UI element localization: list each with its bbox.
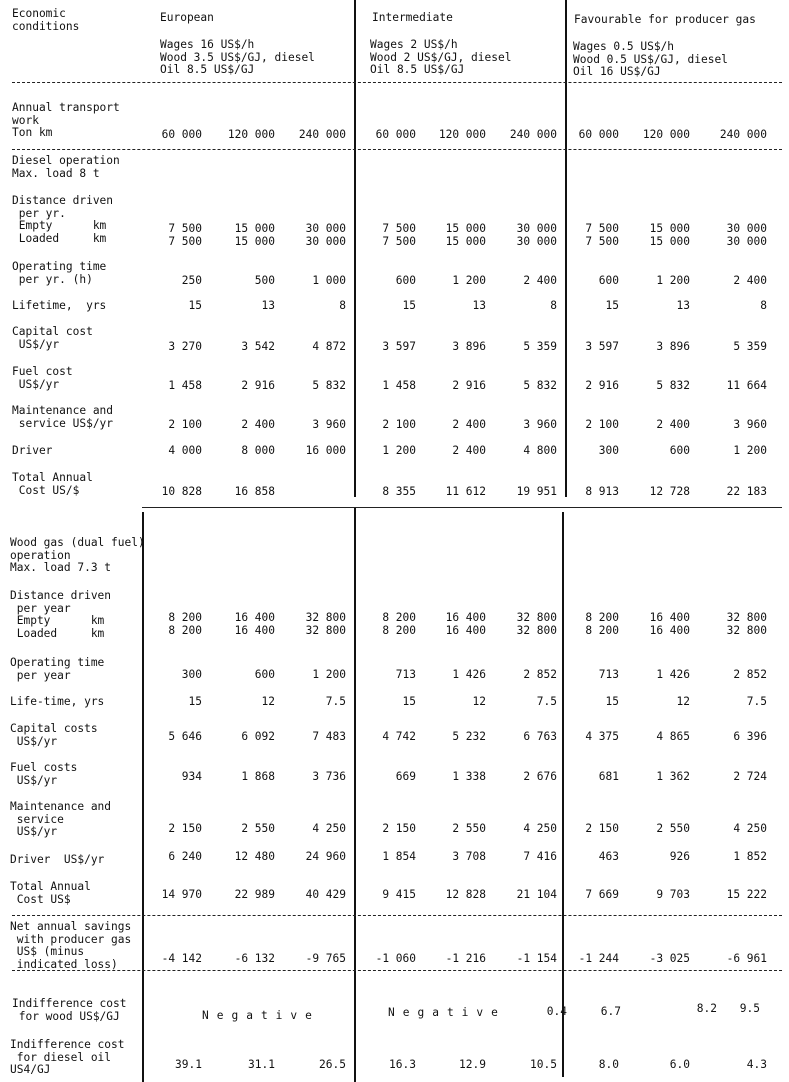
row-label: Maintenance and service US$/yr bbox=[12, 404, 114, 430]
table-cell: 5 832 bbox=[312, 379, 346, 392]
table-cell: 4 742 bbox=[382, 730, 416, 743]
table-cell: 31.1 bbox=[248, 1058, 275, 1071]
column-divider-4 bbox=[354, 507, 356, 1082]
table-cell: 7 500 7 500 bbox=[585, 222, 619, 248]
table-cell: 14 970 bbox=[161, 888, 202, 901]
rule-under-transport bbox=[12, 149, 782, 150]
table-cell: 21 104 bbox=[516, 888, 557, 901]
table-cell: 300 bbox=[181, 668, 202, 681]
table-cell: 7 483 bbox=[312, 730, 346, 743]
table-cell: 2 916 bbox=[452, 379, 486, 392]
table-cell: 934 bbox=[181, 770, 202, 783]
table-cell: 713 bbox=[598, 668, 619, 681]
table-cell: 2 676 bbox=[523, 770, 557, 783]
column-divider-5 bbox=[562, 512, 564, 1077]
table-cell: 15 000 15 000 bbox=[234, 222, 275, 248]
table-cell: 24 960 bbox=[305, 850, 346, 863]
table-cell: 120 000 bbox=[642, 128, 690, 141]
row-label: Maintenance and service US$/yr bbox=[10, 800, 112, 839]
table-cell: 8 200 8 200 bbox=[585, 611, 619, 637]
table-cell: 926 bbox=[669, 850, 690, 863]
table-cell: 1 362 bbox=[656, 770, 690, 783]
rule-section-break bbox=[142, 507, 782, 508]
table-cell: 5 232 bbox=[452, 730, 486, 743]
table-cell: 4.3 bbox=[746, 1058, 767, 1071]
table-cell: 2 550 bbox=[452, 822, 486, 835]
indiff-wood-label: Indifference cost for wood US$/GJ bbox=[12, 997, 127, 1023]
table-cell: 3 736 bbox=[312, 770, 346, 783]
row-label: Capital cost US$/yr bbox=[12, 325, 93, 351]
table-cell: 2 400 bbox=[241, 418, 275, 431]
negative-european: Negative bbox=[202, 1009, 320, 1022]
table-cell: 2 852 bbox=[523, 668, 557, 681]
table-cell: 4 250 bbox=[312, 822, 346, 835]
table-cell: 1 200 bbox=[452, 274, 486, 287]
column-desc-favourable: Wages 0.5 US$/h Wood 0.5 US$/GJ, diesel Oil 16 US$/GJ bbox=[573, 40, 728, 79]
table-cell: 16 400 16 400 bbox=[234, 611, 275, 637]
row-label: Fuel costs US$/yr bbox=[10, 761, 78, 787]
table-cell: 2 400 bbox=[733, 274, 767, 287]
column-title-favourable: Favourable for producer gas bbox=[574, 13, 756, 26]
table-cell: 3 597 bbox=[585, 340, 619, 353]
table-cell: 4 865 bbox=[656, 730, 690, 743]
table-cell: 32 800 32 800 bbox=[516, 611, 557, 637]
table-cell: 6 240 bbox=[168, 850, 202, 863]
table-cell: 7 500 7 500 bbox=[382, 222, 416, 248]
table-cell: 5 646 bbox=[168, 730, 202, 743]
table-cell: 1 868 bbox=[241, 770, 275, 783]
table-cell: -1 216 bbox=[445, 952, 486, 965]
table-cell: 240 000 bbox=[509, 128, 557, 141]
row-label: Driver bbox=[12, 444, 53, 457]
table-cell: 26.5 bbox=[319, 1058, 346, 1071]
table-cell: 4 800 bbox=[523, 444, 557, 457]
indiff-diesel-label: Indifference cost for diesel oil US4/GJ bbox=[10, 1038, 125, 1077]
row-label: Distance driven per yr. Empty km Loaded km bbox=[12, 194, 114, 245]
table-cell: 7.5 bbox=[746, 695, 767, 708]
table-cell: 60 000 bbox=[161, 128, 202, 141]
table-cell: 19 951 bbox=[516, 485, 557, 498]
table-cell: 2 400 bbox=[523, 274, 557, 287]
table-cell: 1 200 bbox=[312, 668, 346, 681]
table-cell: 15 000 15 000 bbox=[445, 222, 486, 248]
table-cell: 6 092 bbox=[241, 730, 275, 743]
table-cell: 15 bbox=[605, 299, 619, 312]
table-cell: 120 000 bbox=[438, 128, 486, 141]
table-cell: -1 060 bbox=[375, 952, 416, 965]
table-cell: 16 858 bbox=[234, 485, 275, 498]
table-cell: 2 150 bbox=[168, 822, 202, 835]
column-desc-intermediate: Wages 2 US$/h Wood 2 US$/GJ, diesel Oil 8.5 US$/GJ bbox=[370, 38, 512, 77]
table-cell: 2 400 bbox=[452, 444, 486, 457]
economic-conditions-label: Economic conditions bbox=[12, 7, 80, 33]
row-label: Fuel cost US$/yr bbox=[12, 365, 73, 391]
table-cell: 11 664 bbox=[726, 379, 767, 392]
table-cell: 30 000 30 000 bbox=[305, 222, 346, 248]
negative-intermediate: Negative bbox=[388, 1006, 506, 1019]
table-cell: 3 896 bbox=[452, 340, 486, 353]
table-cell: 15 bbox=[402, 299, 416, 312]
table-cell: 2 916 bbox=[585, 379, 619, 392]
table-cell: 2 400 bbox=[656, 418, 690, 431]
table-cell: 4 000 bbox=[168, 444, 202, 457]
indiff-wood-value: 6.7 bbox=[600, 1005, 621, 1018]
table-cell: 2 550 bbox=[241, 822, 275, 835]
row-label: Distance driven per year Empty km Loaded km bbox=[10, 589, 112, 640]
row-label: Capital costs US$/yr bbox=[10, 722, 98, 748]
table-cell: 3 960 bbox=[523, 418, 557, 431]
table-cell: 9 415 bbox=[382, 888, 416, 901]
indiff-wood-value: 0.4 bbox=[546, 1005, 567, 1018]
table-cell: 32 800 32 800 bbox=[305, 611, 346, 637]
table-cell: 7 416 bbox=[523, 850, 557, 863]
table-cell: 1 000 bbox=[312, 274, 346, 287]
table-cell: 3 542 bbox=[241, 340, 275, 353]
table-cell: 12 828 bbox=[445, 888, 486, 901]
table-cell: 16 400 16 400 bbox=[649, 611, 690, 637]
table-cell: 8 200 8 200 bbox=[168, 611, 202, 637]
table-cell: 1 458 bbox=[382, 379, 416, 392]
table-cell: 1 458 bbox=[168, 379, 202, 392]
table-cell: 681 bbox=[598, 770, 619, 783]
table-cell: 2 724 bbox=[733, 770, 767, 783]
table-cell: 22 183 bbox=[726, 485, 767, 498]
table-cell: 2 916 bbox=[241, 379, 275, 392]
table-cell: -1 154 bbox=[516, 952, 557, 965]
table-cell: 15 bbox=[605, 695, 619, 708]
table-cell: 250 bbox=[181, 274, 202, 287]
table-cell: 13 bbox=[472, 299, 486, 312]
table-cell: 40 429 bbox=[305, 888, 346, 901]
table-cell: 6 396 bbox=[733, 730, 767, 743]
table-cell: 2 100 bbox=[382, 418, 416, 431]
table-cell: -6 132 bbox=[234, 952, 275, 965]
table-cell: 8 000 bbox=[241, 444, 275, 457]
table-cell: -9 765 bbox=[305, 952, 346, 965]
column-divider-3 bbox=[142, 512, 144, 1082]
indiff-wood-value: 8.2 bbox=[696, 1002, 717, 1015]
table-cell: 13 bbox=[261, 299, 275, 312]
column-desc-european: Wages 16 US$/h Wood 3.5 US$/GJ, diesel Oil 8.5 US$/GJ bbox=[160, 38, 315, 77]
diesel-heading: Diesel operation Max. load 8 t bbox=[12, 154, 120, 180]
table-cell: 7 669 bbox=[585, 888, 619, 901]
table-cell: 5 832 bbox=[656, 379, 690, 392]
table-cell: 1 426 bbox=[452, 668, 486, 681]
table-cell: 12 480 bbox=[234, 850, 275, 863]
table-cell: 16 000 bbox=[305, 444, 346, 457]
table-cell: 5 359 bbox=[523, 340, 557, 353]
table-cell: 1 852 bbox=[733, 850, 767, 863]
table-cell: 15 bbox=[188, 299, 202, 312]
table-cell: 12 bbox=[472, 695, 486, 708]
table-cell: -3 025 bbox=[649, 952, 690, 965]
table-cell: 1 338 bbox=[452, 770, 486, 783]
table-cell: 12.9 bbox=[459, 1058, 486, 1071]
table-cell: 2 550 bbox=[656, 822, 690, 835]
table-cell: 6 763 bbox=[523, 730, 557, 743]
table-cell: 15 bbox=[188, 695, 202, 708]
table-cell: 4 872 bbox=[312, 340, 346, 353]
table-cell: 3 896 bbox=[656, 340, 690, 353]
table-cell: 3 597 bbox=[382, 340, 416, 353]
table-cell: 39.1 bbox=[175, 1058, 202, 1071]
row-label: Lifetime, yrs bbox=[12, 299, 107, 312]
table-cell: 8 bbox=[339, 299, 346, 312]
woodgas-heading: Wood gas (dual fuel) operation Max. load 7.3 t bbox=[10, 536, 145, 575]
table-cell: 8 913 bbox=[585, 485, 619, 498]
table-cell: 11 612 bbox=[445, 485, 486, 498]
table-cell: 669 bbox=[395, 770, 416, 783]
table-cell: 600 bbox=[598, 274, 619, 287]
rule-above-savings bbox=[12, 915, 782, 916]
table-cell: 600 bbox=[395, 274, 416, 287]
table-cell: -1 244 bbox=[578, 952, 619, 965]
table-cell: 8.0 bbox=[598, 1058, 619, 1071]
table-cell: -6 961 bbox=[726, 952, 767, 965]
column-title-european: European bbox=[160, 11, 214, 24]
column-title-intermediate: Intermediate bbox=[372, 11, 453, 24]
table-cell: 3 960 bbox=[733, 418, 767, 431]
table-cell: 60 000 bbox=[578, 128, 619, 141]
table-cell: 7.5 bbox=[325, 695, 346, 708]
table-cell: 240 000 bbox=[298, 128, 346, 141]
table-cell: 12 bbox=[261, 695, 275, 708]
table-cell: 8 bbox=[760, 299, 767, 312]
table-cell: 10.5 bbox=[530, 1058, 557, 1071]
row-label: Operating time per year bbox=[10, 656, 105, 682]
table-cell: 4 250 bbox=[733, 822, 767, 835]
table-cell: 8 200 8 200 bbox=[382, 611, 416, 637]
table-cell: 12 728 bbox=[649, 485, 690, 498]
table-cell: 1 200 bbox=[382, 444, 416, 457]
table-cell: 300 bbox=[598, 444, 619, 457]
table-cell: 13 bbox=[676, 299, 690, 312]
table-cell: 2 150 bbox=[585, 822, 619, 835]
table-cell: 2 852 bbox=[733, 668, 767, 681]
table-cell: 2 150 bbox=[382, 822, 416, 835]
table-cell: 10 828 bbox=[161, 485, 202, 498]
table-cell: 9 703 bbox=[656, 888, 690, 901]
table-cell: 32 800 32 800 bbox=[726, 611, 767, 637]
table-cell: 2 100 bbox=[168, 418, 202, 431]
table-cell: 3 708 bbox=[452, 850, 486, 863]
table-cell: 1 426 bbox=[656, 668, 690, 681]
table-cell: 2 100 bbox=[585, 418, 619, 431]
table-cell: 3 960 bbox=[312, 418, 346, 431]
table-cell: 16.3 bbox=[389, 1058, 416, 1071]
table-cell: 600 bbox=[254, 668, 275, 681]
table-cell: 16 400 16 400 bbox=[445, 611, 486, 637]
table-cell: 8 bbox=[550, 299, 557, 312]
table-cell: -4 142 bbox=[161, 952, 202, 965]
row-label: Operating time per yr. (h) bbox=[12, 260, 107, 286]
table-cell: 7 500 7 500 bbox=[168, 222, 202, 248]
table-cell: 1 200 bbox=[656, 274, 690, 287]
table-cell: 22 989 bbox=[234, 888, 275, 901]
table-cell: 4 250 bbox=[523, 822, 557, 835]
rule-under-header bbox=[12, 82, 782, 83]
table-cell: 5 359 bbox=[733, 340, 767, 353]
row-label: Life-time, yrs bbox=[10, 695, 105, 708]
table-cell: 15 222 bbox=[726, 888, 767, 901]
table-cell: 120 000 bbox=[227, 128, 275, 141]
indiff-wood-value: 9.5 bbox=[739, 1002, 760, 1015]
table-cell: 8 355 bbox=[382, 485, 416, 498]
table-cell: 600 bbox=[669, 444, 690, 457]
table-cell: 1 854 bbox=[382, 850, 416, 863]
table-cell: 5 832 bbox=[523, 379, 557, 392]
table-cell: 500 bbox=[254, 274, 275, 287]
row-label: Total Annual Cost US$ bbox=[10, 880, 91, 906]
row-label: Driver US$/yr bbox=[10, 853, 105, 866]
table-cell: 30 000 30 000 bbox=[726, 222, 767, 248]
table-cell: 4 375 bbox=[585, 730, 619, 743]
table-cell: 12 bbox=[676, 695, 690, 708]
table-cell: 240 000 bbox=[719, 128, 767, 141]
row-label: Total Annual Cost US/$ bbox=[12, 471, 93, 497]
table-cell: 15 000 15 000 bbox=[649, 222, 690, 248]
savings-label: Net annual savings with producer gas US$ (minus indicated loss) bbox=[10, 920, 132, 971]
table-cell: 2 400 bbox=[452, 418, 486, 431]
table-cell: 713 bbox=[395, 668, 416, 681]
table-cell: 6.0 bbox=[669, 1058, 690, 1071]
table-cell: 3 270 bbox=[168, 340, 202, 353]
table-cell: 60 000 bbox=[375, 128, 416, 141]
table-cell: 30 000 30 000 bbox=[516, 222, 557, 248]
table-cell: 15 bbox=[402, 695, 416, 708]
table-cell: 7.5 bbox=[536, 695, 557, 708]
transport-label: Annual transport work Ton km bbox=[12, 101, 120, 140]
table-cell: 1 200 bbox=[733, 444, 767, 457]
table-cell: 463 bbox=[598, 850, 619, 863]
